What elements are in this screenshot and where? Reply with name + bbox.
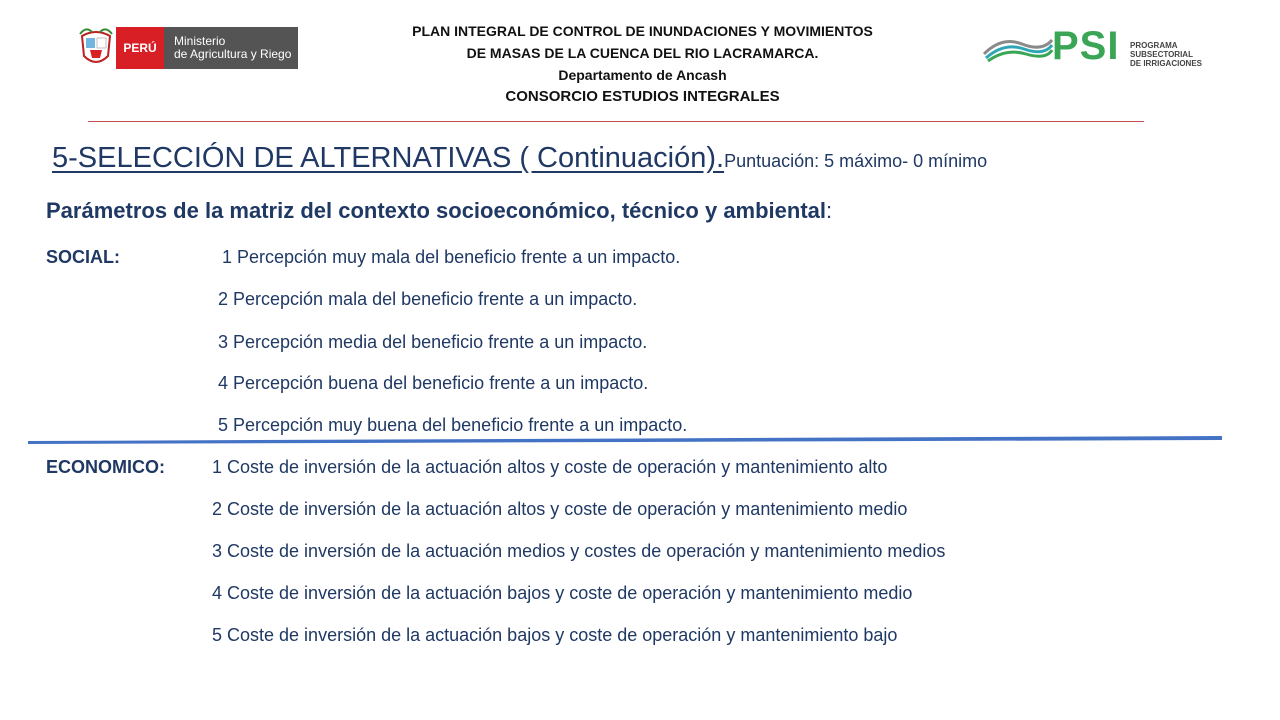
blue-divider-line xyxy=(28,436,1222,444)
peru-label: PERÚ xyxy=(116,27,164,69)
psi-subtitle-line: PROGRAMA xyxy=(1130,41,1178,50)
header-title-line: PLAN INTEGRAL DE CONTROL DE INUNDACIONES Y MOVIMIENTOS xyxy=(412,23,873,39)
social-label: SOCIAL: xyxy=(46,247,120,267)
psi-subtitle-line: DE IRRIGACIONES xyxy=(1130,59,1203,68)
header-title xyxy=(370,20,915,108)
social-item: 1 Percepción muy mala del beneficio frente a un impacto. xyxy=(222,247,681,267)
ministerio-line1: Ministerio xyxy=(174,34,226,48)
header-title-line: CONSORCIO ESTUDIOS INTEGRALES xyxy=(505,88,780,105)
psi-word: PSI xyxy=(1052,24,1120,68)
psi-waves-icon xyxy=(982,32,1054,62)
social-item: 3 Percepción media del beneficio frente a un impacto. xyxy=(218,332,648,352)
economico-label: ECONOMICO: xyxy=(46,457,165,477)
peru-coat-of-arms-icon xyxy=(78,26,114,70)
economico-item: 1 Coste de inversión de la actuación altos y coste de operación y mantenimiento alto xyxy=(212,457,888,477)
social-item: 4 Percepción buena del beneficio frente a un impacto. xyxy=(218,373,649,393)
economico-item: 5 Coste de inversión de la actuación bajos y coste de operación y mantenimiento bajo xyxy=(212,625,898,645)
parameters-heading-colon: : xyxy=(826,198,833,223)
minagri-logo xyxy=(78,26,300,70)
header-divider xyxy=(88,121,1144,122)
psi-logo xyxy=(982,26,1212,72)
section-title xyxy=(52,142,987,175)
parameters-heading-text: Parámetros de la matriz del contexto socioeconómico, técnico y ambiental xyxy=(46,198,827,223)
header-title-line: DE MASAS DE LA CUENCA DEL RIO LACRAMARCA. xyxy=(466,45,819,61)
ministerio-line2: de Agricultura y Riego xyxy=(174,47,292,61)
section-title-main: 5-SELECCIÓN DE ALTERNATIVAS ( Continuación). xyxy=(52,142,725,174)
parameters-heading xyxy=(46,198,832,224)
economico-item: 4 Coste de inversión de la actuación bajos y coste de operación y mantenimiento medio xyxy=(212,583,913,603)
scoring-note: Puntuación: 5 máximo- 0 mínimo xyxy=(724,151,988,171)
psi-subtitle-line: SUBSECTORIAL xyxy=(1130,50,1193,59)
economico-item: 2 Coste de inversión de la actuación altos y coste de operación y mantenimiento medio xyxy=(212,499,908,519)
psi-subtitle xyxy=(1130,41,1202,68)
economico-item: 3 Coste de inversión de la actuación medios y costes de operación y mantenimiento medios xyxy=(212,541,946,561)
social-item: 2 Percepción mala del beneficio frente a un impacto. xyxy=(218,289,638,309)
header-title-line: Departamento de Ancash xyxy=(558,67,727,83)
ministerio-label xyxy=(164,27,298,69)
social-item: 5 Percepción muy buena del beneficio frente a un impacto. xyxy=(218,415,688,435)
